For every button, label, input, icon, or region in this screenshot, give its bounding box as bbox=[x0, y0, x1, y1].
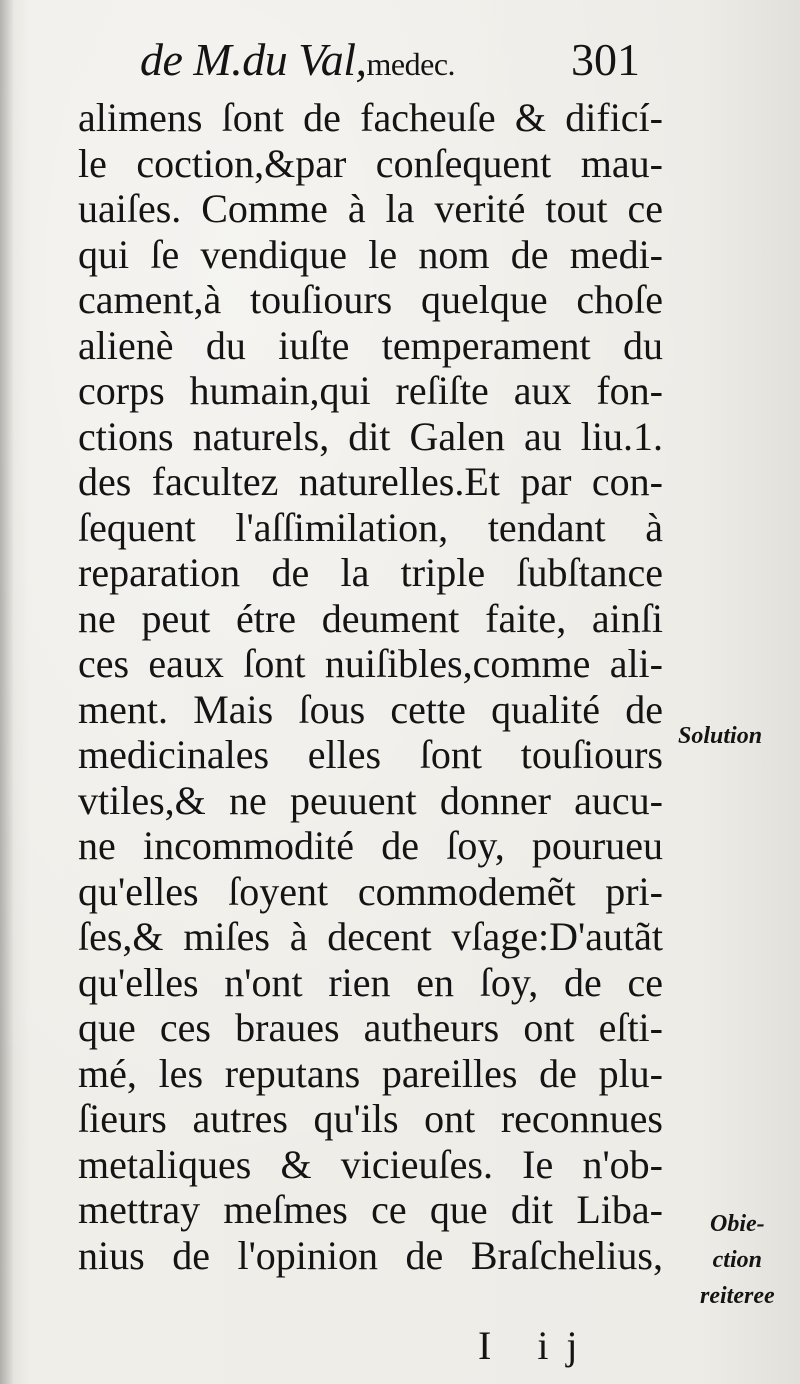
margin-note-line: ction bbox=[712, 1247, 762, 1273]
text-line: des facultez naturelles.Et par con- bbox=[78, 459, 663, 504]
body-text bbox=[78, 95, 663, 1278]
running-title-small: medec. bbox=[366, 46, 456, 82]
text-line: alienè du iuſte temperament du bbox=[78, 322, 663, 368]
running-title bbox=[140, 30, 455, 94]
text-line: uaiſes. Comme à la verité tout ce bbox=[78, 186, 663, 231]
text-line: cament,à touſiours quelque choſe bbox=[78, 277, 663, 322]
text-line: ne peut étre deument faite, ainſi bbox=[78, 595, 663, 641]
text-line: mettray meſmes ce que dit Liba- bbox=[78, 1187, 663, 1232]
page-header bbox=[140, 30, 640, 90]
margin-note-line: Obie- bbox=[709, 1211, 765, 1237]
text-line: ſieurs autres qu'ils ont reconnues bbox=[78, 1096, 663, 1141]
text-line: alimens ſont de facheuſe & dificí- bbox=[78, 95, 663, 140]
page-number: 301 bbox=[571, 34, 640, 85]
text-line: ſequent l'aſſimilation, tendant à bbox=[78, 504, 663, 550]
signature-mark: I ij bbox=[478, 1323, 596, 1368]
text-line: mé, les reputans pareilles de plu- bbox=[78, 1050, 663, 1096]
running-title-main: de M.du Val, bbox=[140, 34, 367, 85]
text-line: reparation de la triple ſubſtance bbox=[78, 550, 663, 595]
text-line: ces eaux ſont nuiſibles,comme ali- bbox=[78, 641, 663, 686]
text-line: ctions naturels, dit Galen au liu.1. bbox=[78, 413, 663, 459]
text-line: metaliques & vicieuſes. Ie n'ob- bbox=[78, 1141, 663, 1187]
text-line: vtiles,& ne peuuent donner aucu- bbox=[78, 777, 663, 823]
gutter-shadow bbox=[0, 0, 14, 1384]
margin-note-line: reiteree bbox=[700, 1283, 775, 1309]
text-line: qu'elles n'ont rien en ſoy, de ce bbox=[78, 959, 663, 1005]
text-line: ne incommodité de ſoy, pourueu bbox=[78, 823, 663, 868]
text-line: qu'elles ſoyent commodemẽt pri- bbox=[78, 868, 663, 914]
text-line: nius de l'opinion de Braſchelius, bbox=[78, 1232, 663, 1278]
text-line: corps humain,qui reſiſte aux fon- bbox=[78, 368, 663, 413]
margin-note-objection bbox=[700, 1206, 775, 1314]
text-line: qui ſe vendique le nom de medi- bbox=[78, 231, 663, 277]
text-line: que ces braues autheurs ont eſti- bbox=[78, 1005, 663, 1050]
text-line: le coction,&par conſequent mau- bbox=[78, 140, 663, 186]
margin-note-solution: Solution bbox=[678, 723, 763, 749]
text-line: ſes,& miſes à decent vſage:D'autãt bbox=[78, 914, 663, 959]
text-line: medicinales elles ſont touſiours bbox=[78, 732, 663, 777]
text-line: ment. Mais ſous cette qualité de bbox=[78, 686, 663, 732]
